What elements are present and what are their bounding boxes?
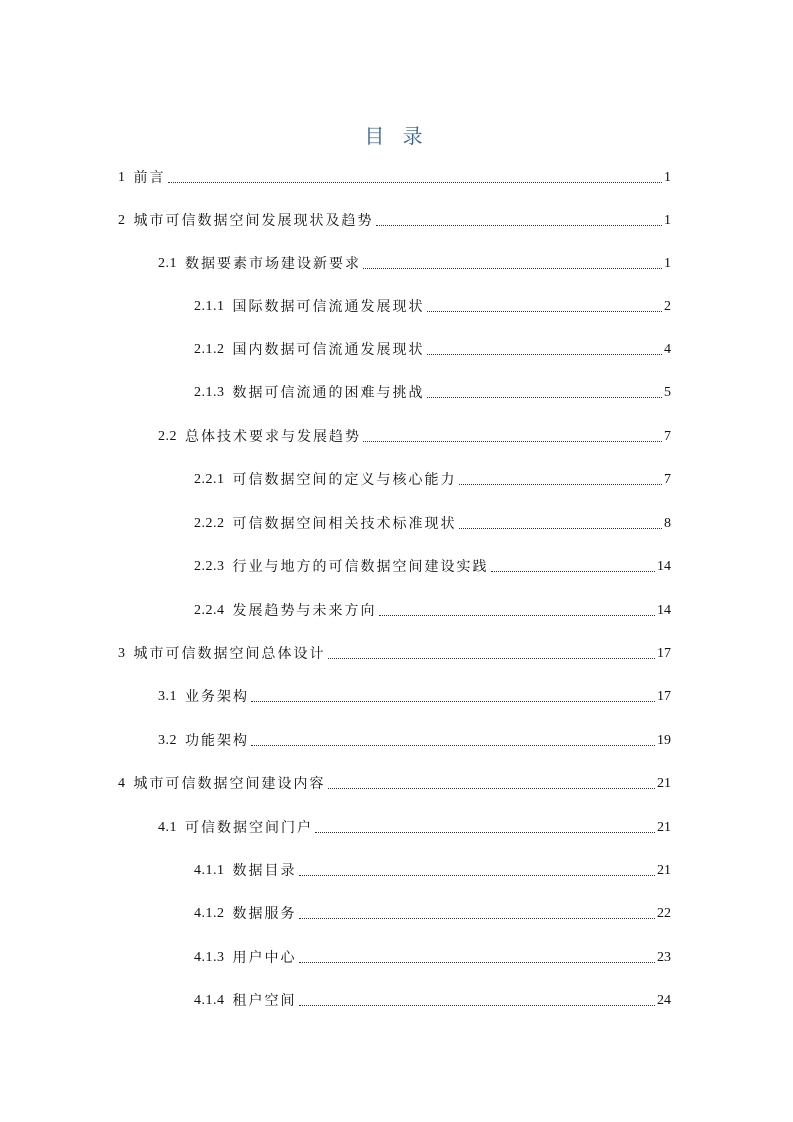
toc-entry-text: 总体技术要求与发展趋势 xyxy=(185,429,361,445)
dot-leader xyxy=(427,354,663,355)
toc-entry-4[interactable] xyxy=(118,774,671,794)
toc-entry-4-1-3[interactable] xyxy=(194,948,671,968)
dot-leader xyxy=(328,788,656,789)
dot-leader xyxy=(459,528,663,529)
toc-entry-4-1[interactable] xyxy=(158,818,671,838)
toc-entry-number: 2.2 xyxy=(158,429,177,444)
toc-entry-text: 用户中心 xyxy=(232,950,297,966)
toc-entry-2-1[interactable] xyxy=(158,254,671,274)
dot-leader xyxy=(251,701,655,702)
dot-leader xyxy=(299,875,656,876)
toc-entry-page: 1 xyxy=(664,213,671,228)
toc-entry-text: 租户空间 xyxy=(232,993,297,1009)
toc-entry-number: 2.2.3 xyxy=(194,559,225,574)
toc-entry-page: 14 xyxy=(657,559,671,574)
toc-entry-text: 城市可信数据空间建设内容 xyxy=(133,776,326,792)
toc-entry-page: 19 xyxy=(657,733,671,748)
toc-entry-page: 5 xyxy=(664,385,671,400)
dot-leader xyxy=(299,918,656,919)
toc-entry-1[interactable] xyxy=(118,168,671,188)
dot-leader xyxy=(299,1005,656,1006)
toc-entry-text: 行业与地方的可信数据空间建设实践 xyxy=(232,559,489,575)
dot-leader xyxy=(379,615,656,616)
dot-leader xyxy=(315,832,655,833)
toc-entry-page: 1 xyxy=(664,170,671,185)
toc-entry-page: 14 xyxy=(657,603,671,618)
toc-entry-number: 3.2 xyxy=(158,733,177,748)
toc-entry-2-1-2[interactable] xyxy=(194,340,671,360)
toc-entry-4-1-2[interactable] xyxy=(194,904,671,924)
toc-entry-number: 2.2.2 xyxy=(194,516,225,531)
toc-entry-number: 1 xyxy=(118,170,126,185)
dot-leader xyxy=(328,658,656,659)
toc-entry-page: 23 xyxy=(657,950,671,965)
toc-entry-text: 城市可信数据空间发展现状及趋势 xyxy=(133,213,374,229)
toc-entry-number: 4.1.4 xyxy=(194,993,225,1008)
toc-entry-2-1-1[interactable] xyxy=(194,297,671,317)
toc-entry-text: 数据目录 xyxy=(232,863,297,879)
toc-entry-text: 前言 xyxy=(133,170,166,186)
toc-entry-text: 国内数据可信流通发展现状 xyxy=(232,342,425,358)
toc-entry-text: 可信数据空间门户 xyxy=(185,820,313,836)
toc-entry-text: 城市可信数据空间总体设计 xyxy=(133,646,326,662)
dot-leader xyxy=(459,484,663,485)
toc-entry-page: 21 xyxy=(657,820,671,835)
toc-entry-text: 可信数据空间的定义与核心能力 xyxy=(232,472,457,488)
toc-entry-text: 发展趋势与未来方向 xyxy=(232,603,377,619)
toc-entry-text: 数据可信流通的困难与挑战 xyxy=(232,385,425,401)
toc-entry-4-1-4[interactable] xyxy=(194,991,671,1011)
toc-entry-4-1-1[interactable] xyxy=(194,861,671,881)
dot-leader xyxy=(168,182,663,183)
toc-entry-2[interactable] xyxy=(118,211,671,231)
dot-leader xyxy=(427,397,663,398)
toc-entry-number: 4 xyxy=(118,776,126,791)
toc-entry-text: 可信数据空间相关技术标准现状 xyxy=(232,516,457,532)
toc-entry-number: 4.1.3 xyxy=(194,950,225,965)
dot-leader xyxy=(491,571,656,572)
toc-entry-text: 数据要素市场建设新要求 xyxy=(185,256,361,272)
toc-entry-3-1[interactable] xyxy=(158,687,671,707)
dot-leader xyxy=(299,962,656,963)
toc-entry-number: 2.1.3 xyxy=(194,385,225,400)
toc-entry-page: 21 xyxy=(657,776,671,791)
toc-entry-page: 1 xyxy=(664,256,671,271)
toc-title: 目 录 xyxy=(364,124,429,148)
toc-entry-3-2[interactable] xyxy=(158,731,671,751)
toc-entry-2-2-1[interactable] xyxy=(194,470,671,490)
toc-entry-3[interactable] xyxy=(118,644,671,664)
toc-entry-2-1-3[interactable] xyxy=(194,383,671,403)
toc-entry-page: 2 xyxy=(664,299,671,314)
toc-entry-number: 4.1.2 xyxy=(194,906,225,921)
toc-entry-text: 功能架构 xyxy=(185,733,249,749)
toc-entry-text: 国际数据可信流通发展现状 xyxy=(232,299,425,315)
toc-entry-number: 4.1 xyxy=(158,820,177,835)
toc-entry-page: 4 xyxy=(664,342,671,357)
toc-entry-page: 7 xyxy=(664,429,671,444)
toc-entry-2-2[interactable] xyxy=(158,427,671,447)
dot-leader xyxy=(363,268,662,269)
dot-leader xyxy=(363,441,662,442)
toc-entry-page: 8 xyxy=(664,516,671,531)
dot-leader xyxy=(376,225,663,226)
toc-entry-page: 7 xyxy=(664,472,671,487)
toc-entry-2-2-4[interactable] xyxy=(194,601,671,621)
toc-entry-2-2-2[interactable] xyxy=(194,514,671,534)
toc-entry-number: 2 xyxy=(118,213,126,228)
toc-entry-number: 3.1 xyxy=(158,689,177,704)
toc-entry-number: 4.1.1 xyxy=(194,863,225,878)
toc-entry-number: 2.2.4 xyxy=(194,603,225,618)
toc-entry-2-2-3[interactable] xyxy=(194,557,671,577)
dot-leader xyxy=(427,311,663,312)
toc-entry-page: 22 xyxy=(657,906,671,921)
toc-entry-page: 17 xyxy=(657,689,671,704)
toc-entry-number: 2.1 xyxy=(158,256,177,271)
toc-entry-number: 3 xyxy=(118,646,126,661)
toc-entry-page: 24 xyxy=(657,993,671,1008)
toc-entry-number: 2.1.1 xyxy=(194,299,225,314)
toc-entry-text: 业务架构 xyxy=(185,689,249,705)
toc-entry-number: 2.1.2 xyxy=(194,342,225,357)
dot-leader xyxy=(251,745,655,746)
toc-entry-page: 21 xyxy=(657,863,671,878)
toc-entry-number: 2.2.1 xyxy=(194,472,225,487)
toc-entry-text: 数据服务 xyxy=(232,906,297,922)
toc-entry-page: 17 xyxy=(657,646,671,661)
